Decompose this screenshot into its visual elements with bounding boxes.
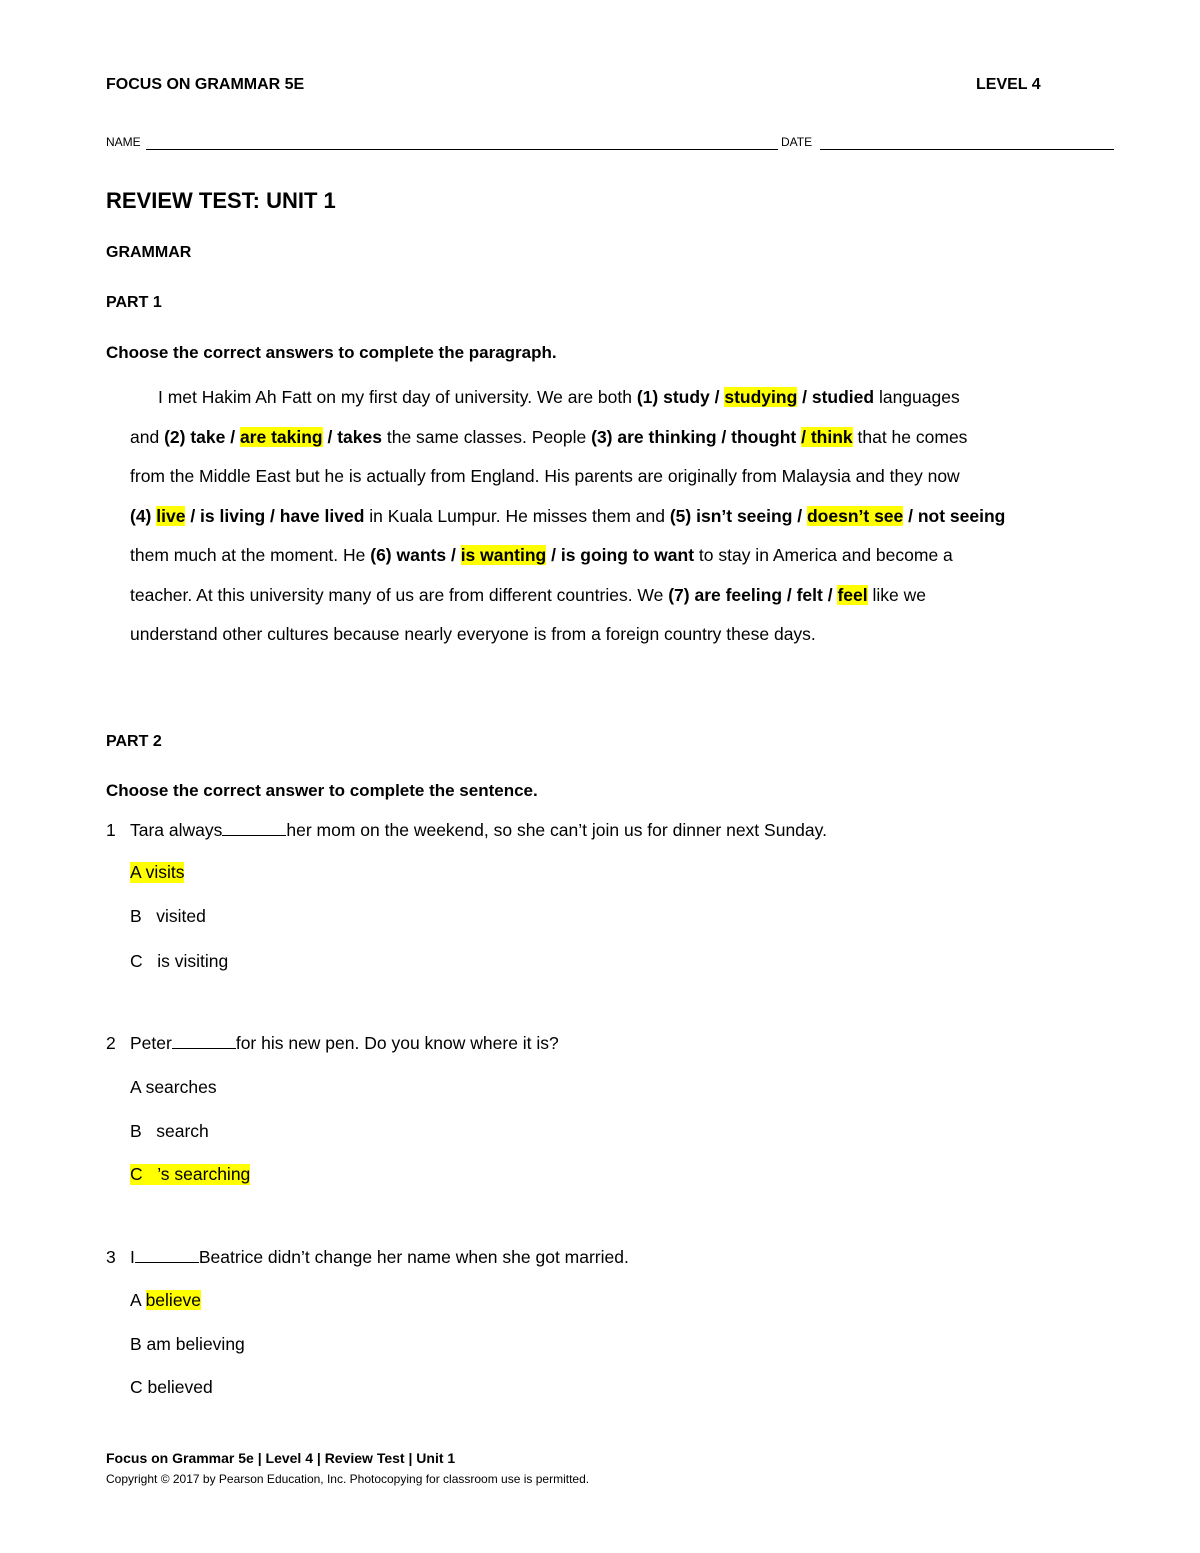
footer-title: Focus on Grammar 5e | Level 4 | Review Test | Unit 1 [106,1450,456,1466]
answer-blank [222,821,286,836]
answer-7: feel [837,584,868,605]
paragraph-line-5: them much at the moment. He (6) wants / is wanting / is going to want to stay in America and become a [130,545,953,565]
option-3a-text: believe [145,1290,202,1310]
question-number: 1 [106,820,116,840]
question-3: 3 I Beatrice didn’t change her name when she got married. [106,1247,629,1267]
paragraph-line-7: understand other cultures because nearly everyone is from a foreign country these days. [130,624,816,644]
footer-copyright: Copyright © 2017 by Pearson Education, Inc. Photocopying for classroom use is permitted. [106,1472,590,1486]
question-number: 2 [106,1033,116,1053]
question-2: 2 Peter for his new pen. Do you know where it is? [106,1033,559,1053]
section-heading: GRAMMAR [106,244,192,261]
paragraph-line-4: (4) live / is living / have lived in Kuala Lumpur. He misses them and (5) isn’t seeing / doesn’t see / not seeing [130,505,1006,526]
paragraph-line-1: I met Hakim Ah Fatt on my first day of university. We are both (1) study / studying / studied languages [158,387,960,407]
option-3c[interactable]: C believed [130,1377,213,1397]
option-2b[interactable]: B search [130,1121,209,1141]
answer-2: are taking [239,426,323,447]
date-line[interactable] [820,149,1114,150]
name-label: NAME [106,135,141,149]
answer-1: studying [724,387,798,407]
answer-4: live [156,505,186,526]
header-left: FOCUS ON GRAMMAR 5E [106,76,305,93]
part2-heading: PART 2 [106,733,162,750]
option-1a[interactable]: A visits [130,862,185,882]
header-right: LEVEL 4 [976,76,1041,93]
answer-blank [135,1248,199,1263]
option-2c[interactable]: C ’s searching [130,1164,251,1184]
paragraph-line-3: from the Middle East but he is actually from England. His parents are originally from Malaysia and they now [130,466,960,486]
answer-3: / think [801,426,853,447]
part1-paragraph [130,378,1110,655]
name-line[interactable] [146,149,778,150]
answer-5: doesn’t see [806,505,904,526]
option-3b[interactable]: B am believing [130,1334,245,1354]
paragraph-line-2: and (2) take / are taking / takes the same classes. People (3) are thinking / thought / think that he comes [130,426,968,447]
page-title: REVIEW TEST: UNIT 1 [106,188,336,213]
question-1: 1 Tara always her mom on the weekend, so she can’t join us for dinner next Sunday. [106,820,827,840]
paragraph-line-6: teacher. At this university many of us are from different countries. We (7) are feeling / felt / feel like we [130,584,926,605]
option-1c[interactable]: C is visiting [130,951,229,971]
answer-blank [172,1034,236,1049]
option-1b[interactable]: B visited [130,906,206,926]
option-2a[interactable]: A searches [130,1077,217,1097]
option-3a[interactable]: A believe [130,1290,202,1310]
part1-heading: PART 1 [106,294,162,311]
answer-6: is wanting [460,545,547,565]
date-label: DATE [781,135,813,149]
part1-instruction: Choose the correct answers to complete the paragraph. [106,343,557,362]
question-number: 3 [106,1247,116,1267]
part2-instruction: Choose the correct answer to complete the sentence. [106,781,538,800]
